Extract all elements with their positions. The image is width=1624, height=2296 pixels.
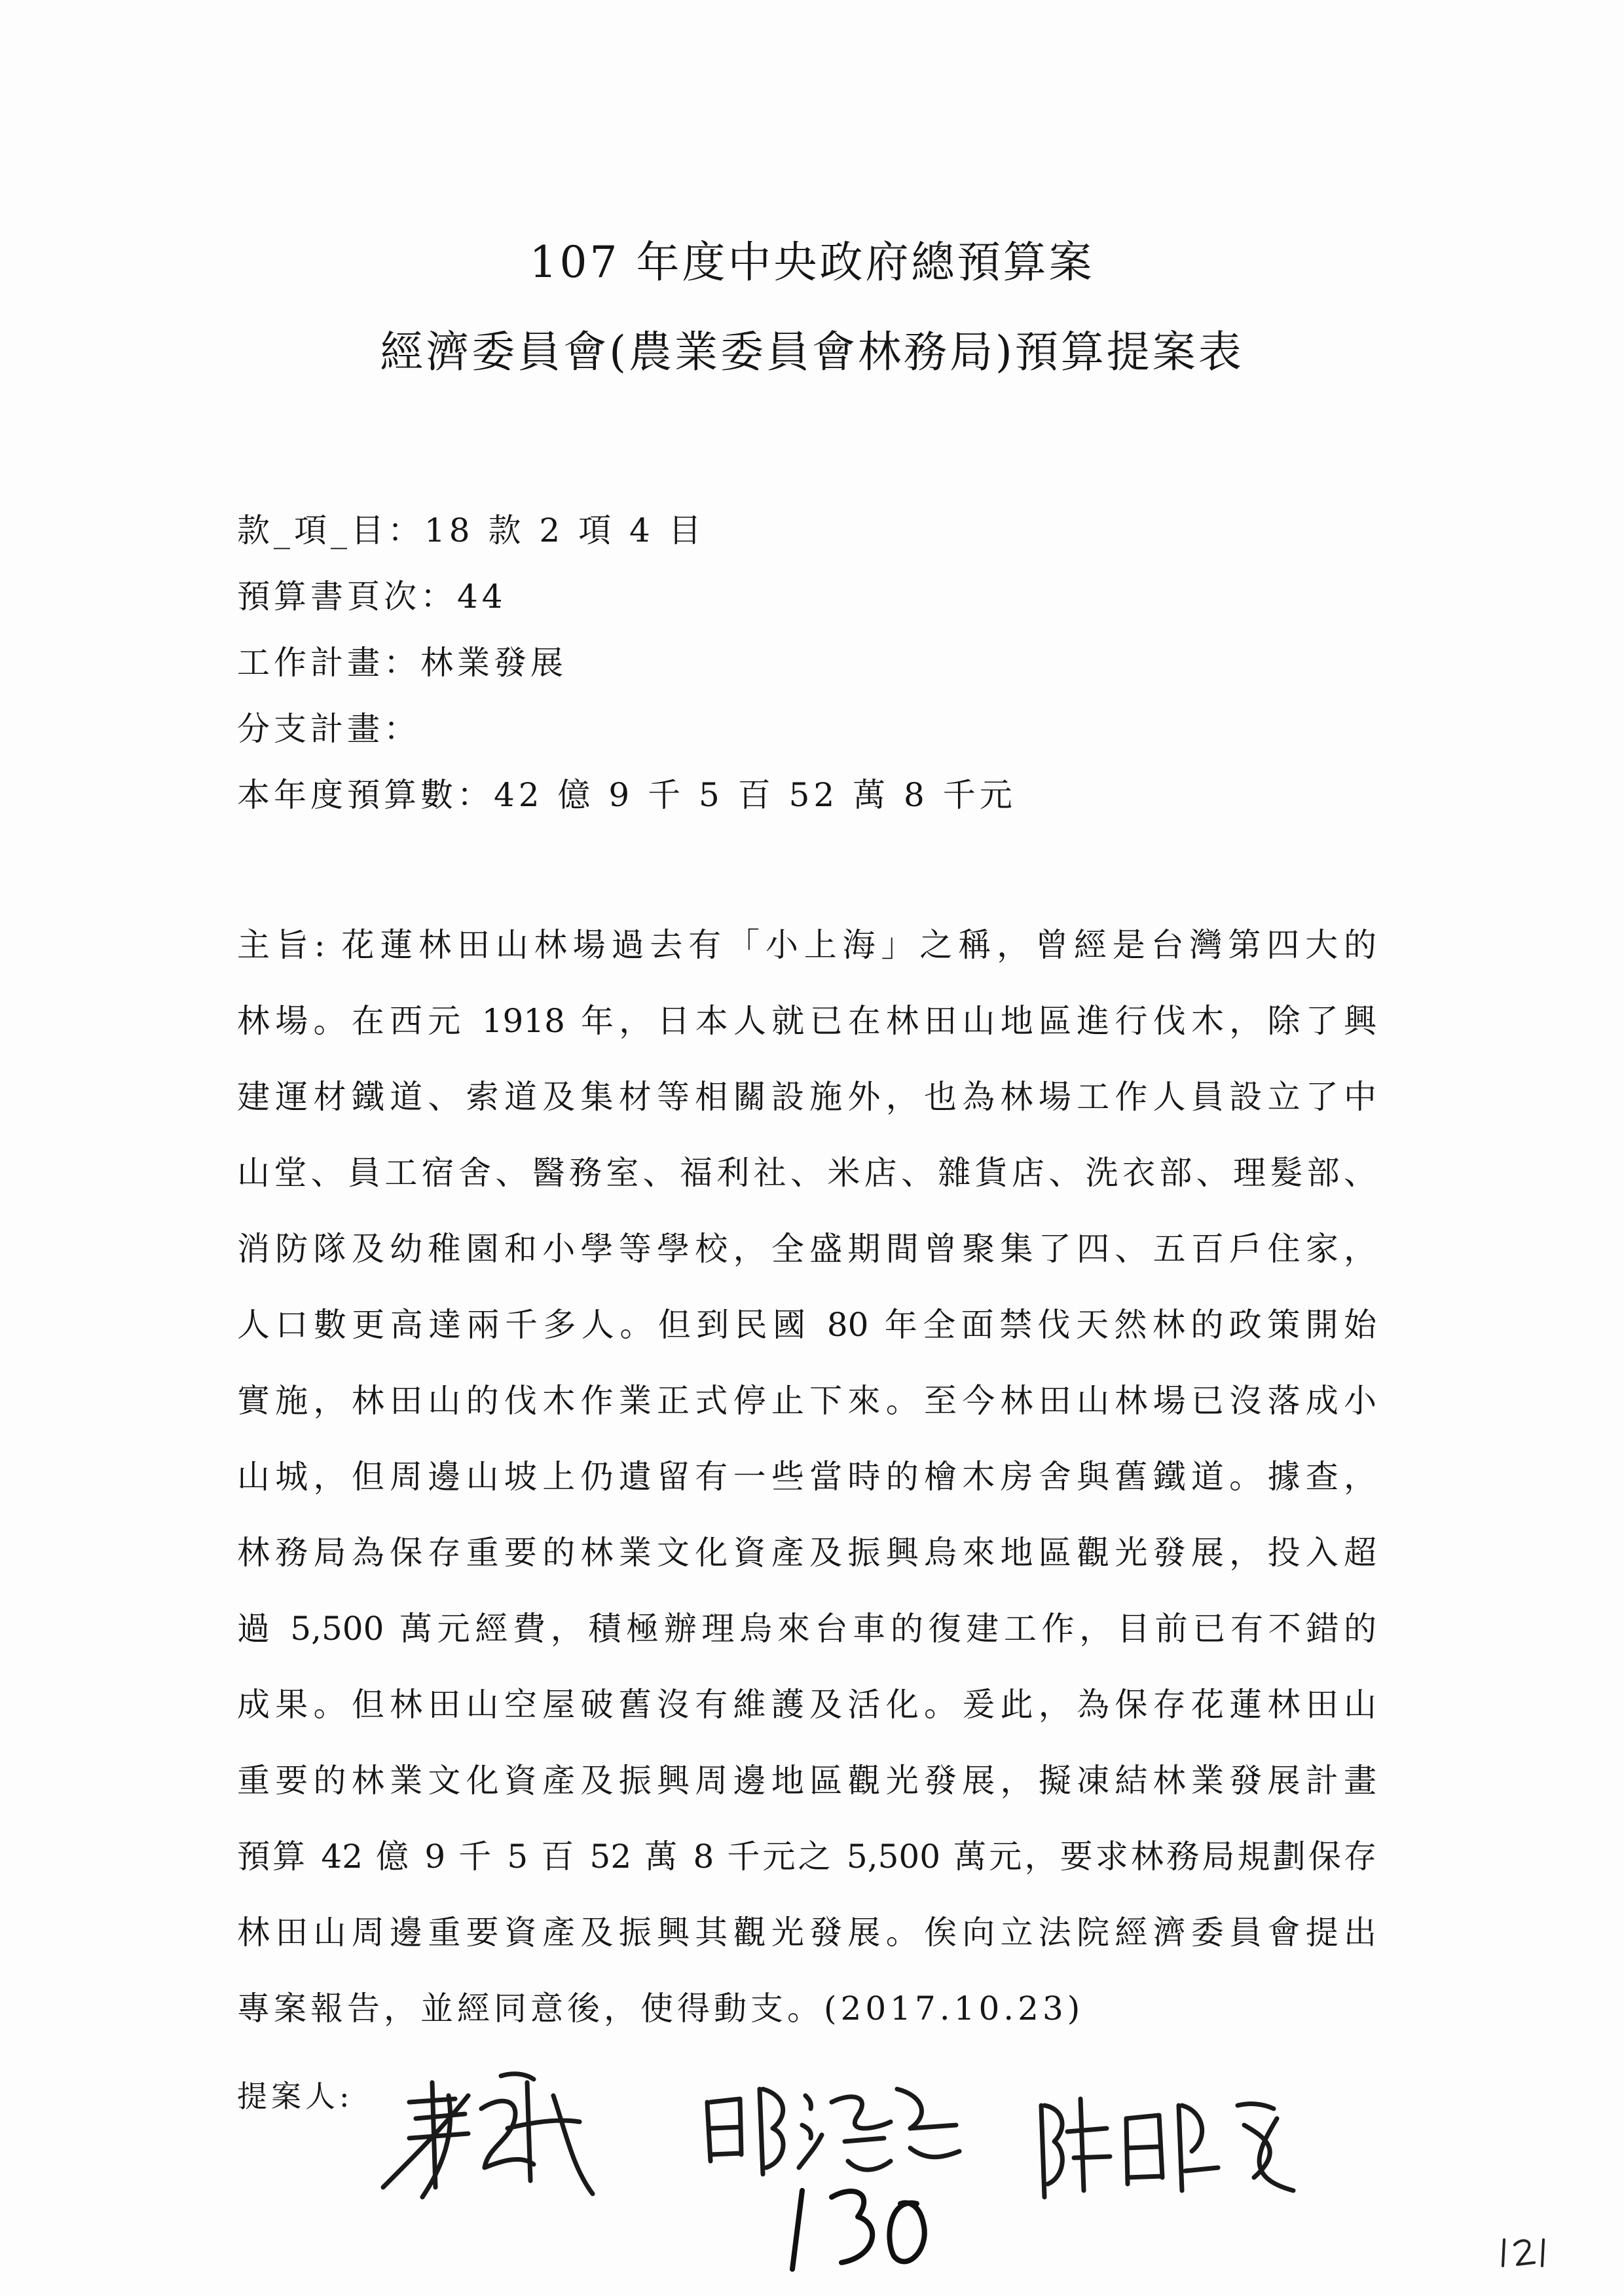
signature-3 [1028,2079,1310,2210]
proposal-body [237,925,1376,2065]
meta-line-sub-plan: 分支計畫： [237,710,420,748]
signature-2 [694,2063,969,2194]
signature-1 [370,2056,606,2213]
body-line: 林田山周邊重要資產及振興其觀光發展。俟向立法院經濟委員會提出 [237,1914,1376,1952]
handwritten-number-130 [776,2177,940,2282]
body-line: 消防隊及幼稚園和小學等學校，全盛期間曾聚集了四、五百戶住家， [237,1230,1376,1268]
body-line: 實施，林田山的伐木作業正式停止下來。至今林田山林場已沒落成小 [237,1382,1376,1420]
body-line: 林場。在西元 1918 年，日本人就已在林田山地區進行伐木，除了興 [237,1002,1376,1040]
body-line: 過 5,500 萬元經費，積極辦理烏來台車的復建工作，目前已有不錯的 [237,1610,1376,1648]
body-line: 山城，但周邊山坡上仍遺留有一些當時的檜木房舍與舊鐵道。據查， [237,1458,1376,1496]
body-line: 主旨: 花蓮林田山林場過去有「小上海」之稱，曾經是台灣第四大的 [237,926,1376,964]
body-line: 重要的林業文化資產及振興周邊地區觀光發展，擬凍結林業發展計畫 [237,1762,1376,1800]
body-line-last: 專案報告，並經同意後，使得動支。(2017.10.23) [237,1990,1084,2028]
budget-meta-block [237,511,1016,842]
meta-line-item-code: 款_項_目：18 款 2 項 4 目 [237,511,705,549]
body-line: 預算 42 億 9 千 5 百 52 萬 8 千元之 5,500 萬元，要求林務局規劃保存 [237,1838,1376,1876]
body-line: 建運材鐵道、索道及集材等相關設施外，也為林場工作人員設立了中 [237,1078,1376,1116]
document-subtitle: 經濟委員會(農業委員會林務局)預算提案表 [380,327,1244,377]
meta-line-page: 預算書頁次：44 [237,578,507,616]
meta-line-work-plan: 工作計畫：林業發展 [237,644,567,682]
document-title: 107 年度中央政府總預算案 [529,237,1095,287]
body-line: 林務局為保存重要的林業文化資產及振興烏來地區觀光發展，投入超 [237,1534,1376,1572]
handwritten-page-number [1496,2233,1555,2275]
meta-line-budget-amount: 本年度預算數：42 億 9 千 5 百 52 萬 8 千元 [237,776,1016,814]
body-line: 人口數更高達兩千多人。但到民國 80 年全面禁伐天然林的政策開始 [237,1306,1376,1344]
body-line: 成果。但林田山空屋破舊沒有維護及活化。爰此，為保存花蓮林田山 [237,1686,1376,1724]
proposer-label: 提案人: [237,2079,354,2114]
body-line: 山堂、員工宿舍、醫務室、福利社、米店、雜貨店、洗衣部、理髮部、 [237,1154,1376,1192]
